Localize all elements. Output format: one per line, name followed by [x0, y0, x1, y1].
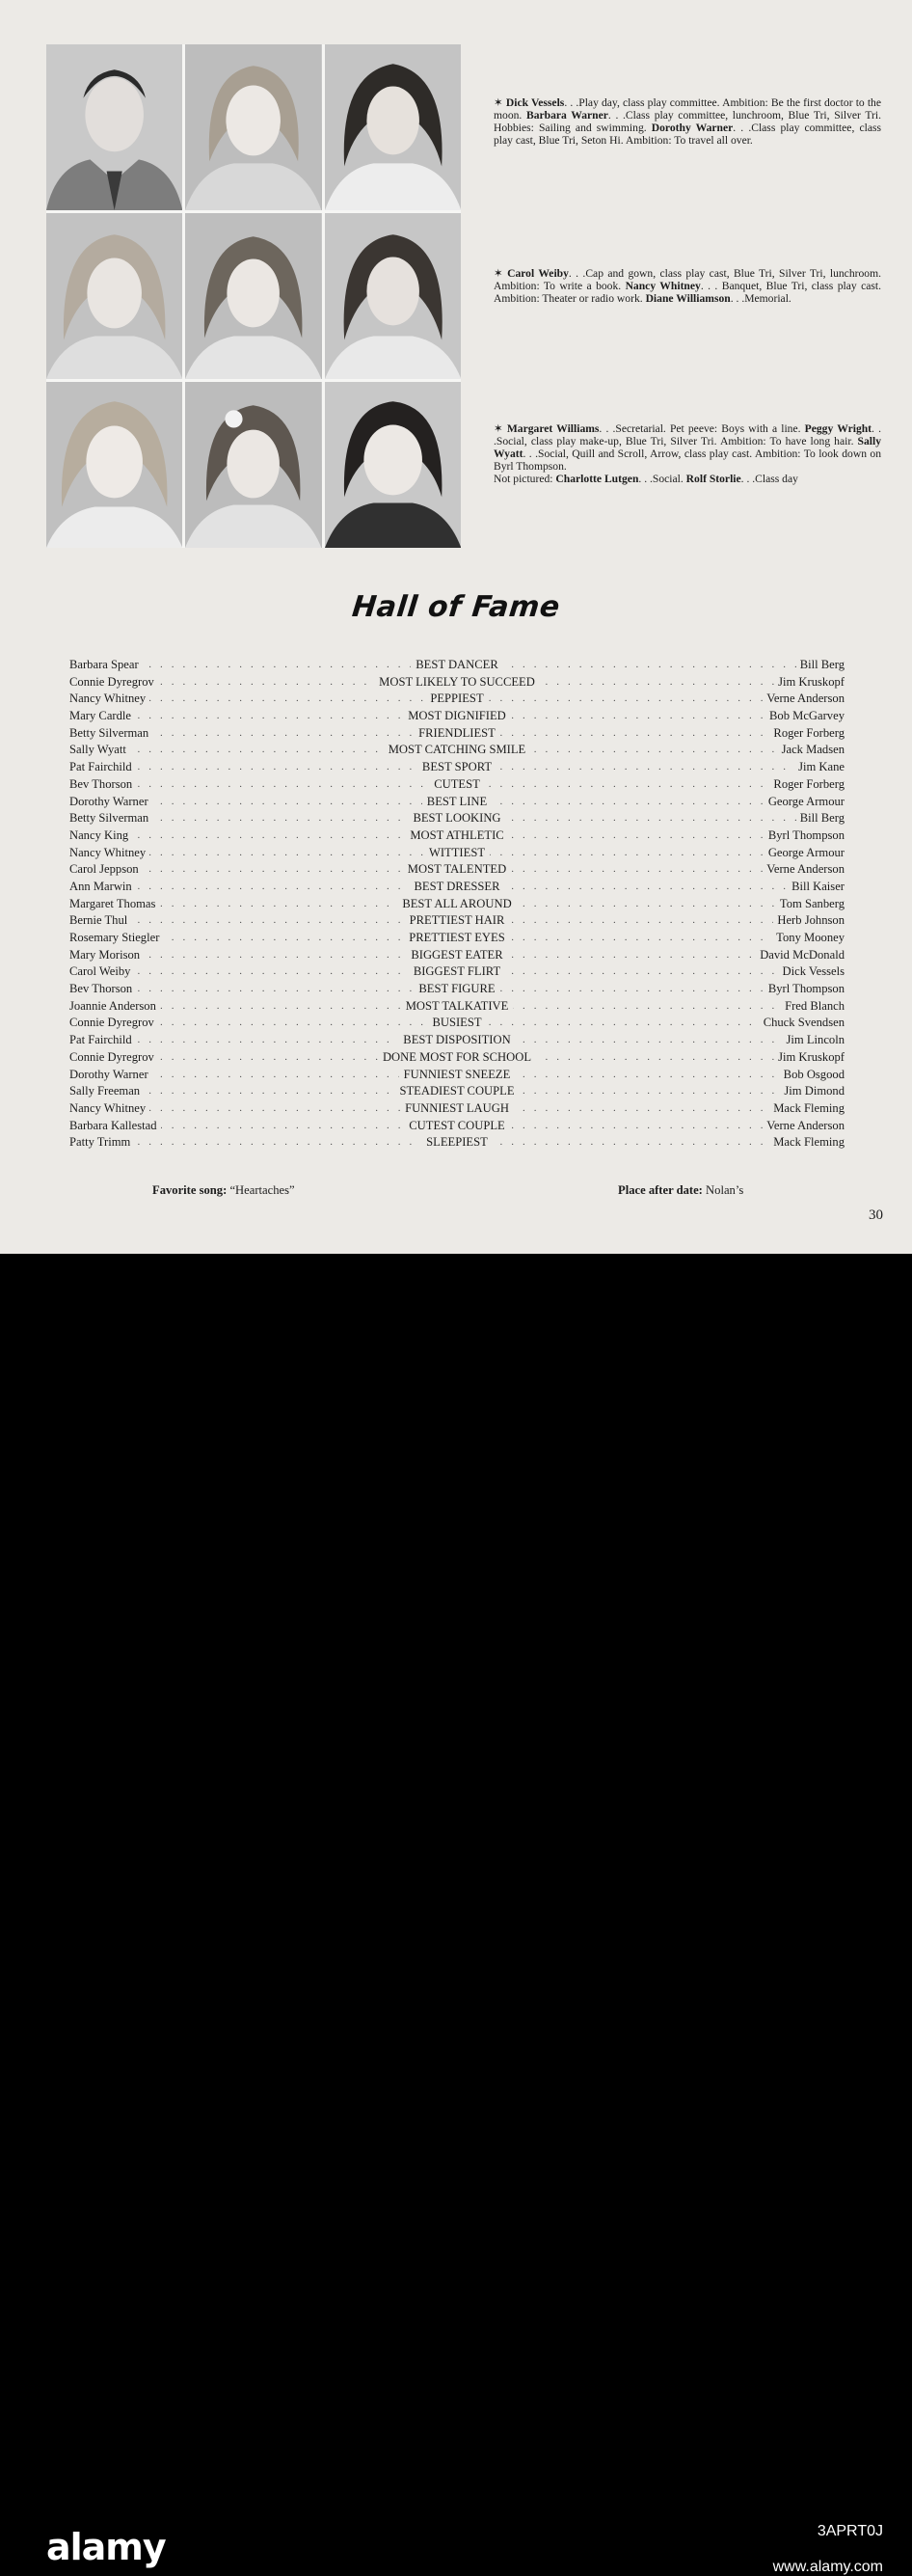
award-title-cell	[69, 674, 845, 691]
award-title-cell	[69, 1067, 845, 1084]
award-title: BEST DRESSER	[410, 880, 505, 893]
hall-of-fame-row	[69, 1067, 845, 1084]
student-name: Barbara Warner	[525, 109, 608, 122]
award-title: MOST LIKELY TO SUCCEED	[374, 675, 540, 689]
award-title: BUSIEST	[427, 1016, 486, 1029]
award-title: MOST DIGNIFIED	[403, 709, 511, 722]
award-title: BEST LOOKING	[408, 811, 505, 825]
boy-winner: Verne Anderson	[763, 861, 845, 879]
hall-of-fame-row	[69, 794, 845, 811]
award-title-cell	[69, 1083, 845, 1100]
girl-winner: Bernie Thul	[69, 912, 131, 930]
award-title: BIGGEST FLIRT	[409, 964, 505, 978]
boy-winner: Bill Kaiser	[788, 879, 845, 896]
caption-text: . . .Social, class play make-up, Blue Tri, Silver Tri. Ambition: To have long hair.	[494, 422, 881, 447]
hall-of-fame-row	[69, 1083, 845, 1100]
award-title-cell	[69, 947, 845, 964]
boy-winner: Tom Sanberg	[776, 896, 845, 913]
boy-winner: Chuck Svendsen	[760, 1015, 845, 1032]
caption-text: ✶	[494, 96, 506, 109]
girl-winner: Rosemary Stiegler	[69, 930, 163, 947]
boy-winner: Herb Johnson	[773, 912, 845, 930]
award-title-cell	[69, 725, 845, 743]
girl-winner: Mary Cardle	[69, 708, 135, 725]
caption-text: . . .Social, Quill and Scroll, Arrow, class play cast. Ambition: To look down on Byrl Thompson.	[494, 447, 881, 473]
page-number: 30	[869, 1207, 883, 1223]
hall-of-fame-row	[69, 947, 845, 964]
girl-winner: Dorothy Warner	[69, 794, 152, 811]
caption-row-2	[494, 267, 881, 305]
award-title: MOST CATCHING SMILE	[384, 743, 531, 756]
hall-of-fame-row	[69, 708, 845, 725]
award-title-cell	[69, 879, 845, 896]
hall-of-fame-row	[69, 1032, 845, 1049]
award-title: PEPPIEST	[425, 691, 488, 705]
girl-winner: Joannie Anderson	[69, 998, 160, 1016]
award-title: MOST TALENTED	[403, 862, 511, 876]
student-name: Carol Weiby	[507, 267, 569, 280]
student-name: Nancy Whitney	[625, 280, 701, 292]
hall-of-fame-row	[69, 759, 845, 776]
caption-text: ✶	[494, 267, 508, 280]
girl-winner: Nancy Whitney	[69, 691, 149, 708]
girl-winner: Pat Fairchild	[69, 759, 136, 776]
hall-of-fame-row	[69, 1015, 845, 1032]
boy-winner: Jim Dimond	[780, 1083, 845, 1100]
award-title: SLEEPIEST	[421, 1135, 493, 1149]
girl-winner: Barbara Spear	[69, 657, 143, 674]
award-title-cell	[69, 708, 845, 725]
hall-of-fame-row	[69, 912, 845, 930]
award-title-cell	[69, 912, 845, 930]
caption-text: . . .Cap and gown, class play cast, Blue Tri, Silver Tri, lunchroom. Ambition: To write a book.	[494, 267, 881, 292]
award-title: FUNNIEST LAUGH	[400, 1101, 514, 1115]
hall-of-fame-row	[69, 1100, 845, 1118]
award-title-cell	[69, 657, 845, 674]
hall-of-fame-row	[69, 827, 845, 845]
favorite-song-value: “Heartaches”	[229, 1183, 295, 1197]
award-title-cell	[69, 759, 845, 776]
award-title-cell	[69, 930, 845, 947]
caption-text: . . .Class play committee, class play cast, Blue Tri, Seton Hi. Ambition: To travel all over.	[494, 122, 881, 147]
boy-winner: Dick Vessels	[779, 963, 845, 981]
award-title-cell	[69, 691, 845, 708]
award-title-cell	[69, 998, 845, 1016]
boy-winner: Jim Lincoln	[782, 1032, 845, 1049]
boy-winner: Verne Anderson	[763, 1118, 845, 1135]
hall-of-fame-row	[69, 1118, 845, 1135]
girl-winner: Nancy Whitney	[69, 1100, 149, 1118]
award-title: BEST DISPOSITION	[398, 1033, 515, 1046]
boy-winner: Tony Mooney	[772, 930, 845, 947]
site-url: www.alamy.com	[772, 2559, 883, 2575]
award-title: FUNNIEST SNEEZE	[399, 1068, 516, 1081]
student-name: Rolf Storlie	[685, 473, 741, 485]
portrait-photo	[46, 213, 182, 379]
boy-winner: Mack Fleming	[769, 1100, 845, 1118]
favorite-song-label: Favorite song:	[152, 1183, 228, 1197]
girl-winner: Dorothy Warner	[69, 1067, 152, 1084]
student-name: Margaret Williams	[506, 422, 600, 435]
student-name: Diane Williamson	[645, 292, 731, 305]
girl-winner: Connie Dyregrov	[69, 1015, 158, 1032]
hall-of-fame-row	[69, 725, 845, 743]
award-title-cell	[69, 1100, 845, 1118]
portrait-photo	[185, 382, 321, 548]
award-title-cell	[69, 1049, 845, 1067]
hall-of-fame-row	[69, 810, 845, 827]
award-title: BEST LINE	[422, 795, 492, 808]
hall-of-fame-row	[69, 691, 845, 708]
caption-row-3	[494, 422, 881, 485]
caption-text: ✶	[494, 422, 507, 435]
award-title: BEST SPORT	[417, 760, 496, 773]
award-title-cell	[69, 1134, 845, 1152]
award-title-cell	[69, 1032, 845, 1049]
boy-winner: Bob McGarvey	[765, 708, 845, 725]
student-name: Charlotte Lutgen	[555, 473, 639, 485]
award-title: STEADIEST COUPLE	[394, 1084, 519, 1098]
hall-of-fame-list	[69, 657, 845, 1152]
place-after-date	[618, 1183, 743, 1198]
portrait-photo	[46, 382, 182, 548]
boy-winner: Jim Kane	[794, 759, 845, 776]
hall-of-fame-row	[69, 998, 845, 1016]
girl-winner: Bev Thorson	[69, 981, 136, 998]
boy-winner: Bill Berg	[796, 810, 845, 827]
hall-of-fame-row	[69, 657, 845, 674]
award-title: BEST ALL AROUND	[397, 897, 516, 910]
award-title-cell	[69, 861, 845, 879]
boy-winner: Bob Osgood	[780, 1067, 845, 1084]
award-title: PRETTIEST HAIR	[405, 913, 510, 927]
girl-winner: Margaret Thomas	[69, 896, 159, 913]
place-after-date-value: Nolan’s	[706, 1183, 744, 1197]
award-title: CUTEST COUPLE	[404, 1119, 509, 1132]
caption-text: Not pictured:	[494, 473, 556, 485]
girl-winner: Nancy Whitney	[69, 845, 149, 862]
hall-of-fame-row	[69, 1049, 845, 1067]
award-title-cell	[69, 981, 845, 998]
award-title: MOST ATHLETIC	[405, 828, 508, 842]
award-title-cell	[69, 1118, 845, 1135]
portrait-photo	[46, 44, 182, 210]
caption-text: . . .Secretarial. Pet peeve: Boys with a line.	[599, 422, 805, 435]
award-title-cell	[69, 794, 845, 811]
girl-winner: Connie Dyregrov	[69, 1049, 158, 1067]
award-title-cell	[69, 776, 845, 794]
caption-text: . . .Class day	[740, 473, 798, 485]
favorite-song	[152, 1183, 295, 1198]
hall-of-fame-row	[69, 845, 845, 862]
place-after-date-label: Place after date:	[618, 1183, 703, 1197]
portrait-photo	[185, 44, 321, 210]
award-title-cell	[69, 1015, 845, 1032]
girl-winner: Carol Weiby	[69, 963, 134, 981]
boy-winner: Roger Forberg	[769, 776, 845, 794]
award-title-cell	[69, 810, 845, 827]
student-name: Dick Vessels	[505, 96, 565, 109]
award-title: FRIENDLIEST	[414, 726, 500, 740]
award-title: CUTEST	[429, 777, 485, 791]
boy-winner: Byrl Thompson	[764, 981, 845, 998]
award-title: BEST FIGURE	[414, 982, 499, 995]
yearbook-page	[0, 0, 912, 1254]
caption-row-1	[494, 96, 881, 147]
award-title: BIGGEST EATER	[406, 948, 507, 962]
award-title-cell	[69, 963, 845, 981]
caption-text: . . .Social.	[638, 473, 686, 485]
boy-winner: Jack Madsen	[778, 742, 845, 759]
girl-winner: Ann Marwin	[69, 879, 136, 896]
hall-of-fame-row	[69, 896, 845, 913]
award-title-cell	[69, 845, 845, 862]
boy-winner: Byrl Thompson	[764, 827, 845, 845]
boy-winner: Fred Blanch	[781, 998, 845, 1016]
hall-of-fame-title: Hall of Fame	[350, 590, 562, 624]
girl-winner: Carol Jeppson	[69, 861, 143, 879]
image-id: 3APRT0J	[817, 2523, 883, 2539]
watermark-footer	[0, 1254, 912, 2575]
caption-text: . . .Class play committee, lunchroom, Blue Tri, Silver Tri. Hobbies: Sailing and swimming.	[494, 109, 881, 134]
hall-of-fame-row	[69, 879, 845, 896]
award-title-cell	[69, 827, 845, 845]
boy-winner: Jim Kruskopf	[774, 674, 845, 691]
hall-of-fame-row	[69, 742, 845, 759]
hall-of-fame-row	[69, 776, 845, 794]
boy-winner: Bill Berg	[796, 657, 845, 674]
award-title: BEST DANCER	[411, 658, 503, 671]
alamy-logo: alamy	[46, 2526, 166, 2568]
girl-winner: Bev Thorson	[69, 776, 136, 794]
hall-of-fame-row	[69, 963, 845, 981]
girl-winner: Betty Silverman	[69, 810, 152, 827]
caption-text: . . .Play day, class play committee. Ambition: Be the first doctor to the moon.	[494, 96, 881, 122]
student-name: Sally Wyatt	[494, 435, 881, 460]
caption-text: . . .Memorial.	[730, 292, 791, 305]
boy-winner: Roger Forberg	[769, 725, 845, 743]
award-title: DONE MOST FOR SCHOOL	[378, 1050, 536, 1064]
girl-winner: Betty Silverman	[69, 725, 152, 743]
student-name: Dorothy Warner	[651, 122, 734, 134]
hall-of-fame-row	[69, 674, 845, 691]
boy-winner: Mack Fleming	[769, 1134, 845, 1152]
girl-winner: Mary Morison	[69, 947, 144, 964]
girl-winner: Pat Fairchild	[69, 1032, 136, 1049]
portrait-photo	[325, 44, 461, 210]
girl-winner: Sally Freeman	[69, 1083, 144, 1100]
portrait-photo	[325, 382, 461, 548]
girl-winner: Patty Trimm	[69, 1134, 134, 1152]
boy-winner: David McDonald	[756, 947, 845, 964]
boy-winner: Jim Kruskopf	[774, 1049, 845, 1067]
girl-winner: Barbara Kallestad	[69, 1118, 161, 1135]
hall-of-fame-row	[69, 1134, 845, 1152]
portrait-photo	[325, 213, 461, 379]
award-title: PRETTIEST EYES	[404, 931, 509, 944]
girl-winner: Sally Wyatt	[69, 742, 130, 759]
boy-winner: Verne Anderson	[763, 691, 845, 708]
student-name: Peggy Wright	[804, 422, 872, 435]
girl-winner: Connie Dyregrov	[69, 674, 158, 691]
caption-text: . . . Banquet, Blue Tri, class play cast. Ambition: Theater or radio work.	[494, 280, 881, 305]
boy-winner: George Armour	[764, 794, 845, 811]
award-title-cell	[69, 896, 845, 913]
girl-winner: Nancy King	[69, 827, 132, 845]
portrait-photo	[185, 213, 321, 379]
hall-of-fame-row	[69, 981, 845, 998]
hall-of-fame-row	[69, 930, 845, 947]
boy-winner: George Armour	[764, 845, 845, 862]
award-title: MOST TALKATIVE	[401, 999, 514, 1013]
award-title: WITTIEST	[424, 846, 490, 859]
portrait-grid	[46, 44, 461, 548]
award-title-cell	[69, 742, 845, 759]
hall-of-fame-row	[69, 861, 845, 879]
